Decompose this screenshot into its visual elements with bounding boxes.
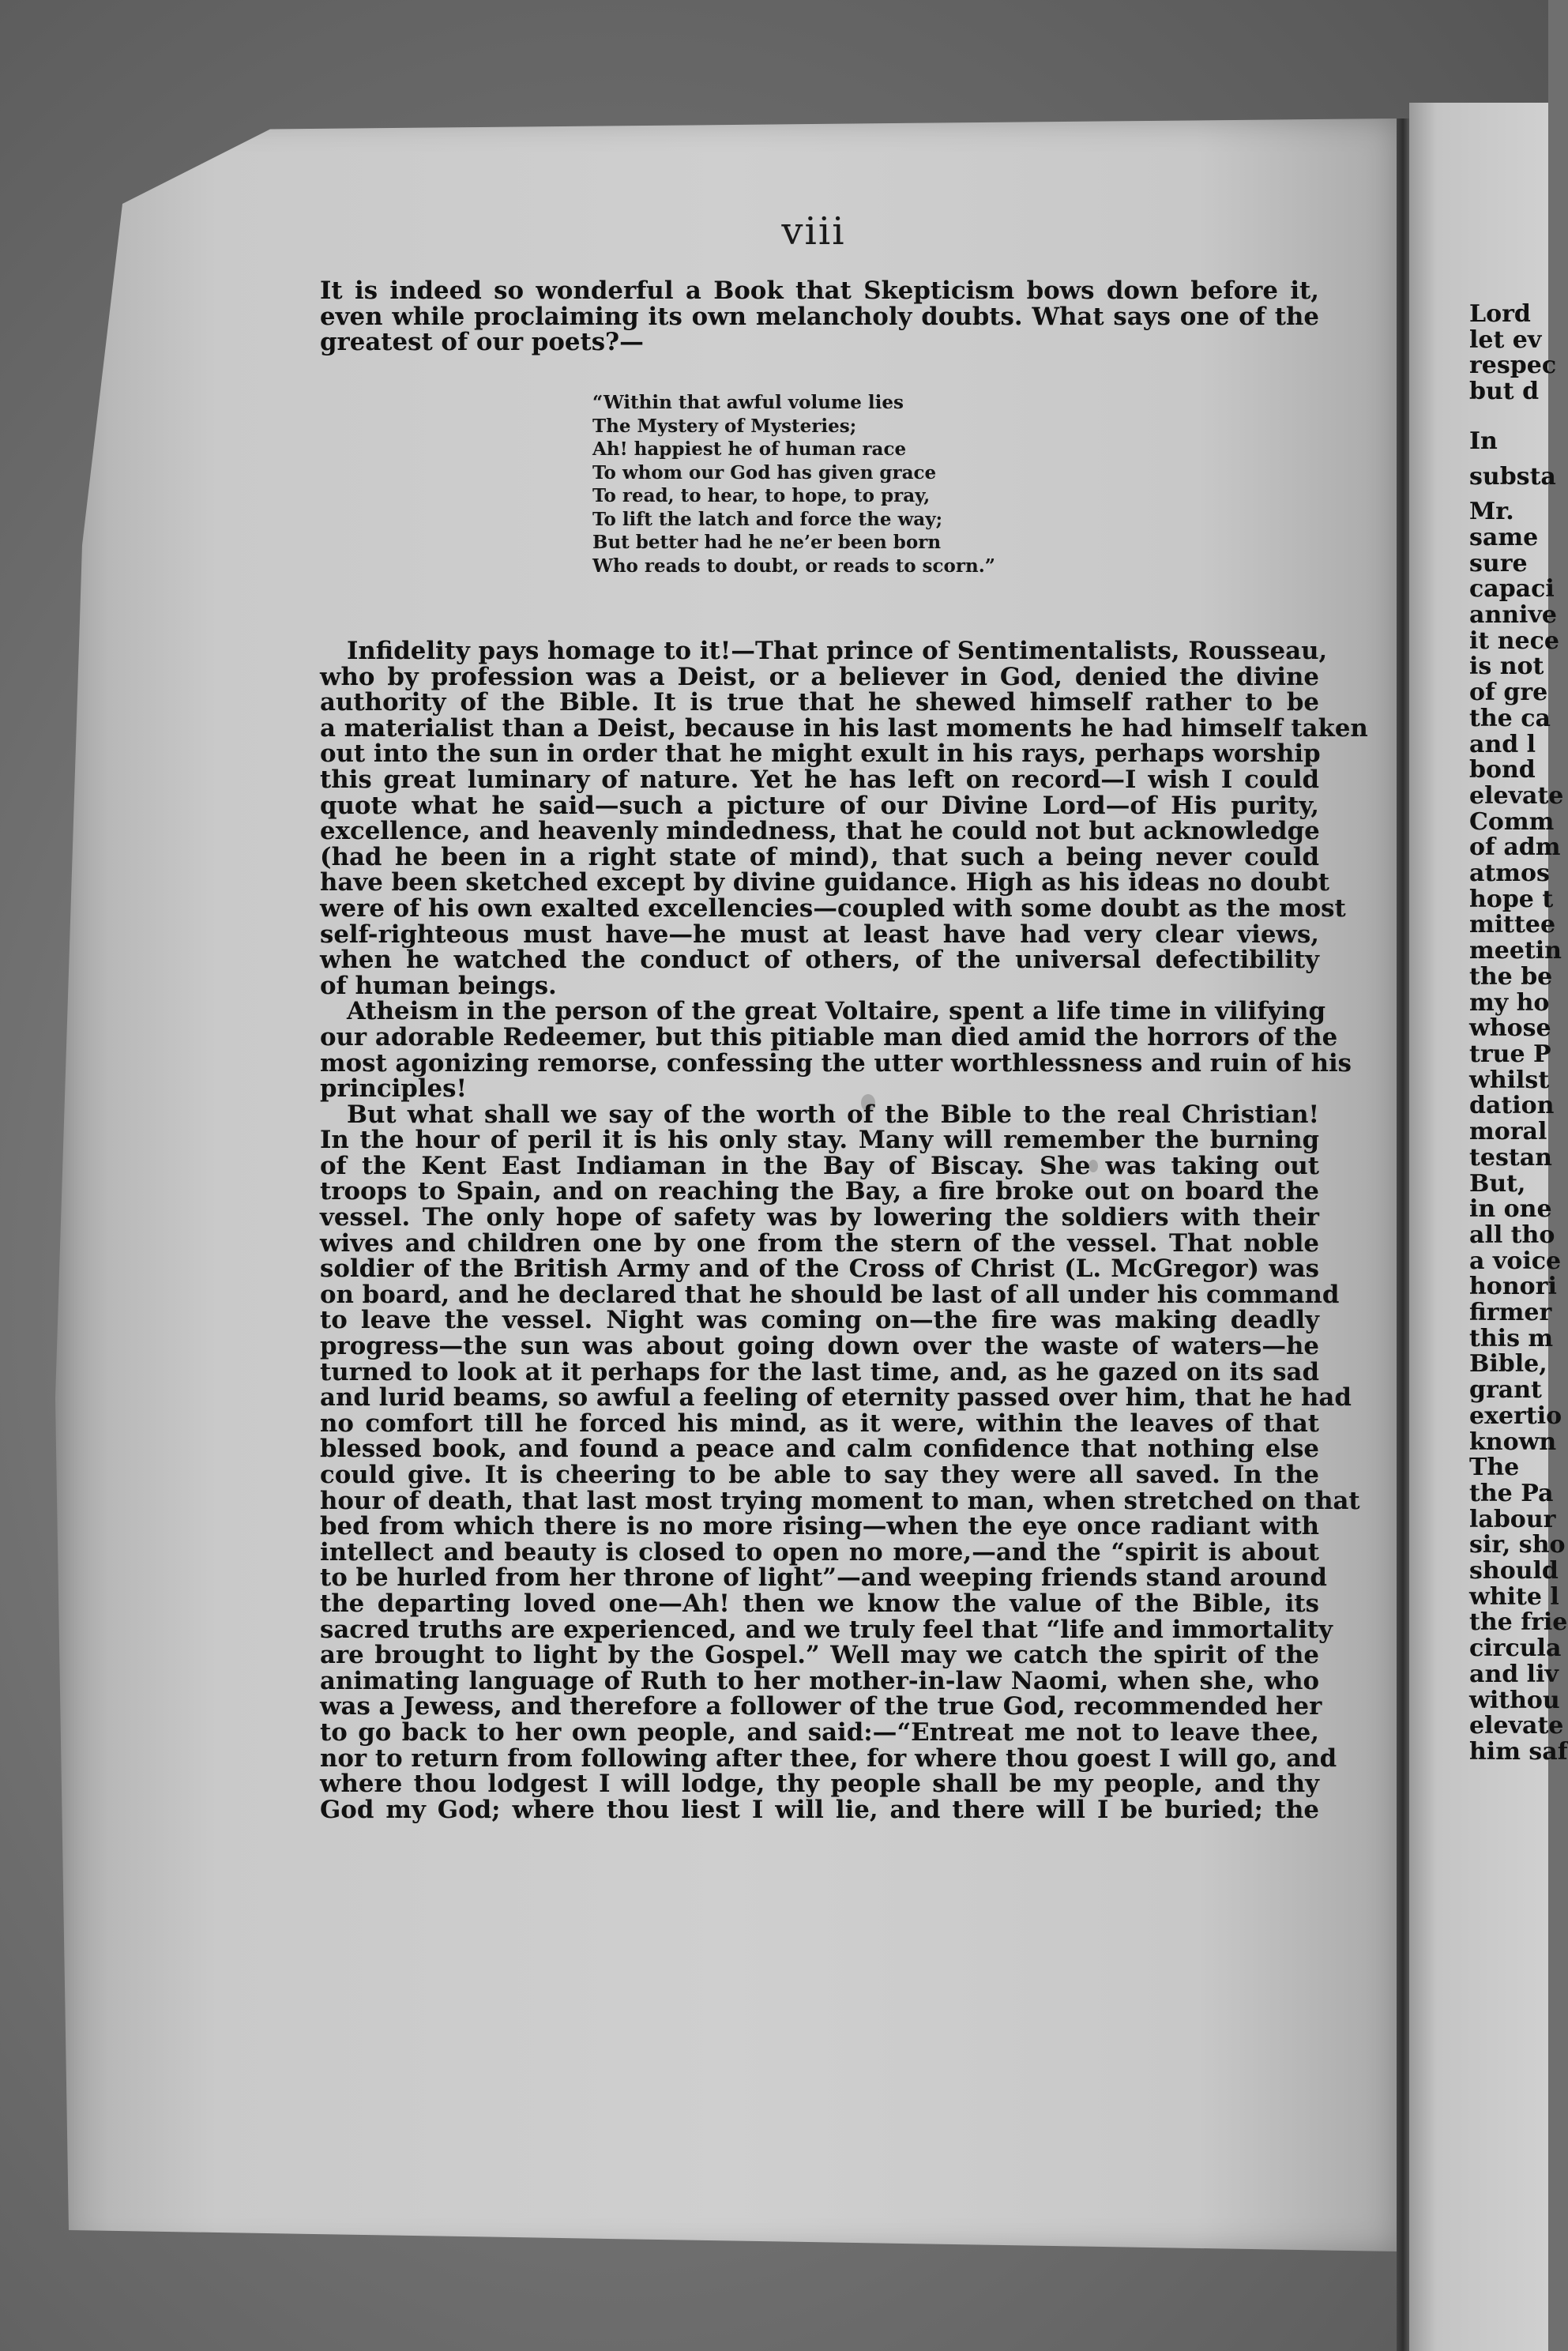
- text-line: of adm: [1469, 833, 1561, 862]
- poem-line: The Mystery of Mysteries;: [592, 415, 857, 437]
- text-line: this great luminary of nature. Yet he has left on record—I wish I could: [320, 765, 1319, 794]
- text-line: no comfort till he forced his mind, as it were, within the leaves of that: [320, 1409, 1319, 1438]
- right-page-text: [1469, 300, 1568, 1766]
- text-line: and liv: [1469, 1660, 1559, 1688]
- text-line: mittee: [1469, 911, 1556, 939]
- text-line: Atheism in the person of the great Voltaire, spent a life time in vilifying: [347, 997, 1325, 1026]
- text-line: wives and children one by one from the stern of the vessel. That noble: [320, 1228, 1319, 1258]
- text-line: are brought to light by the Gospel.” Well may we catch the spirit of the: [320, 1641, 1319, 1670]
- poem-line: But better had he ne’er been born: [592, 532, 942, 553]
- text-line: on board, and he declared that he should be last of all under his command: [320, 1280, 1340, 1309]
- text-line: authority of the Bible. It is true that he shewed himself rather to be: [320, 688, 1319, 717]
- text-line: honori: [1469, 1273, 1557, 1301]
- text-line: should: [1469, 1557, 1559, 1586]
- text-line: animating language of Ruth to her mother-in-law Naomi, when she, who: [320, 1666, 1319, 1695]
- text-line: sacred truths are experienced, and we truly feel that “life and immortality: [320, 1615, 1333, 1644]
- text-line: in one: [1469, 1195, 1552, 1224]
- text-line: of gre: [1469, 679, 1548, 707]
- text-line: of human beings.: [320, 971, 557, 1000]
- text-line: self-righteous must have—he must at least have had very clear views,: [320, 920, 1319, 949]
- text-line: were of his own exalted excellencies—coupled with some doubt as the most: [320, 893, 1346, 923]
- text-line: Comm: [1469, 807, 1555, 836]
- text-line: it nece: [1469, 626, 1559, 655]
- poem-line: Who reads to doubt, or reads to scorn.”: [592, 555, 995, 577]
- text-line: to leave the vessel. Night was coming on—the fire was making deadly: [320, 1306, 1319, 1335]
- text-line: moral: [1469, 1118, 1547, 1146]
- text-line: but d: [1469, 378, 1540, 406]
- text-line: the ca: [1469, 704, 1551, 732]
- text-line: Lord: [1469, 300, 1531, 328]
- text-line: annive: [1469, 601, 1557, 630]
- text-line: hour of death, that last most trying moment to man, when stretched on that: [320, 1486, 1360, 1515]
- text-line: withou: [1469, 1686, 1560, 1714]
- text-line: hope t: [1469, 885, 1554, 913]
- text-line: capaci: [1469, 575, 1555, 604]
- text-line: sir, sho: [1469, 1531, 1566, 1559]
- text-line: known: [1469, 1428, 1557, 1456]
- text-line: and l: [1469, 730, 1536, 758]
- text-line: Bible,: [1469, 1350, 1547, 1379]
- text-line: Infidelity pays homage to it!—That prince of Sentimentalists, Rousseau,: [347, 637, 1328, 665]
- text-line: the Pa: [1469, 1479, 1554, 1507]
- text-line: whilst: [1469, 1066, 1550, 1094]
- text-line: when he watched the conduct of others, of the universal defectibility: [320, 946, 1319, 975]
- paragraph-body: [320, 637, 1368, 1824]
- text-line: and lurid beams, so awful a feeling of eternity passed over him, that he had: [320, 1383, 1352, 1412]
- text-line: our adorable Redeemer, but this pitiable man died amid the horrors of the: [320, 1022, 1338, 1051]
- text-line: God my God; where thou liest I will lie, and there will I be buried; the: [320, 1795, 1319, 1824]
- text-line: who by profession was a Deist, or a believer in God, denied the divine: [320, 662, 1319, 691]
- text-line: progress—the sun was about going down over the waste of waters—he: [320, 1332, 1319, 1361]
- text-line: principles!: [320, 1074, 467, 1104]
- text-line: was a Jewess, and therefore a follower of the true God, recommended her: [320, 1692, 1322, 1721]
- text-line: In the hour of peril it is his only stay. Many will remember the burning: [320, 1126, 1319, 1155]
- text-line: But,: [1469, 1169, 1526, 1198]
- text-line: dation: [1469, 1092, 1555, 1120]
- text-line: of the Kent East Indiaman in the Bay of Biscay. She was taking out: [320, 1151, 1319, 1180]
- poem-line: Ah! happiest he of human race: [592, 438, 907, 460]
- page-number: viii: [781, 209, 846, 254]
- poem-quotation: [592, 391, 1145, 577]
- text-line: out into the sun in order that he might exult in his rays, perhaps worship: [320, 739, 1321, 769]
- text-line: The: [1469, 1454, 1520, 1482]
- text-line: have been sketched except by divine guidance. High as his ideas no doubt: [320, 868, 1329, 897]
- text-line: where thou lodgest I will lodge, thy people shall be my people, and thy: [320, 1770, 1319, 1799]
- text-line: bed from which there is no more rising—when the eye once radiant with: [320, 1512, 1319, 1541]
- text-line: the be: [1469, 962, 1553, 991]
- text-line: blessed book, and found a peace and calm confidence that nothing else: [320, 1435, 1319, 1464]
- text-line: whose: [1469, 1014, 1551, 1043]
- text-line: same: [1469, 523, 1539, 551]
- text-line: soldier of the British Army and of the Cross of Christ (L. McGregor) was: [320, 1254, 1319, 1284]
- text-line: my ho: [1469, 988, 1550, 1017]
- text-line: elevate: [1469, 781, 1564, 810]
- text-line: to go back to her own people, and said:—“Entreat me not to leave thee,: [320, 1717, 1319, 1747]
- text-line: nor to return from following after thee, for where thou goest I will go, and: [320, 1744, 1337, 1773]
- text-line: exertio: [1469, 1401, 1562, 1430]
- text-line: intellect and beauty is closed to open no more,—and the “spirit is about: [320, 1537, 1319, 1567]
- text-line: quote what he said—such a picture of our Divine Lord—of His purity,: [320, 791, 1319, 820]
- text-line: bond: [1469, 756, 1536, 784]
- text-line: troops to Spain, and on reaching the Bay, a fire broke out on board the: [320, 1177, 1319, 1206]
- text-line: true P: [1469, 1040, 1551, 1068]
- text-line: In: [1469, 427, 1498, 455]
- text-line: firmer: [1469, 1299, 1552, 1327]
- text-line: circula: [1469, 1634, 1562, 1663]
- text-line: a materialist than a Deist, because in his last moments he had himself taken: [320, 713, 1368, 743]
- text-line: most agonizing remorse, confessing the utter worthlessness and ruin of his: [320, 1048, 1352, 1078]
- text-line: respec: [1469, 352, 1557, 380]
- text-line: is not: [1469, 653, 1544, 681]
- text-line: all tho: [1469, 1221, 1555, 1249]
- poem-line: “Within that awful volume lies: [592, 392, 904, 413]
- text-line: Mr.: [1469, 498, 1514, 526]
- poem-line: To lift the latch and force the way;: [592, 508, 943, 530]
- text-line: But what shall we say of the worth of the Bible to the real Christian!: [347, 1100, 1319, 1129]
- text-line: the frie: [1469, 1608, 1568, 1637]
- text-line: even while proclaiming its own melancholy doubts. What says one of the: [320, 302, 1319, 331]
- text-line: sure: [1469, 549, 1528, 577]
- text-line: this m: [1469, 1324, 1554, 1352]
- text-line: could give. It is cheering to be able to say they were all saved. In the: [320, 1461, 1319, 1489]
- text-line: testan: [1469, 1143, 1552, 1172]
- text-line: substa: [1469, 462, 1556, 491]
- text-line: It is indeed so wonderful a Book that Skepticism bows down before it,: [320, 276, 1319, 305]
- text-line: elevate: [1469, 1712, 1564, 1740]
- text-line: (had he been in a right state of mind), that such a being never could: [320, 842, 1319, 871]
- text-line: vessel. The only hope of safety was by lowering the soldiers with their: [320, 1203, 1319, 1232]
- book-gutter: [1397, 118, 1409, 2351]
- text-line: the departing loved one—Ah! then we know the value of the Bible, its: [320, 1589, 1319, 1618]
- text-line: a voice: [1469, 1247, 1562, 1275]
- text-line: excellence, and heavenly mindedness, that he could not but acknowledge: [320, 817, 1320, 846]
- text-line: atmos: [1469, 860, 1550, 888]
- text-line: turned to look at it perhaps for the last time, and, as he gazed on its sad: [320, 1357, 1319, 1386]
- text-line: meetin: [1469, 937, 1562, 965]
- text-line: labour: [1469, 1505, 1556, 1533]
- text-line: greatest of our poets?—: [320, 328, 644, 357]
- paragraph-intro: [320, 278, 1319, 355]
- text-line: grant: [1469, 1376, 1542, 1405]
- text-line: white l: [1469, 1582, 1559, 1611]
- poem-line: To whom our God has given grace: [592, 461, 937, 483]
- poem-line: To read, to hear, to hope, to pray,: [592, 485, 931, 506]
- text-line: to be hurled from her throne of light”—and weeping friends stand around: [320, 1563, 1327, 1593]
- text-line: let ev: [1469, 325, 1542, 354]
- text-line: him saf: [1469, 1737, 1568, 1766]
